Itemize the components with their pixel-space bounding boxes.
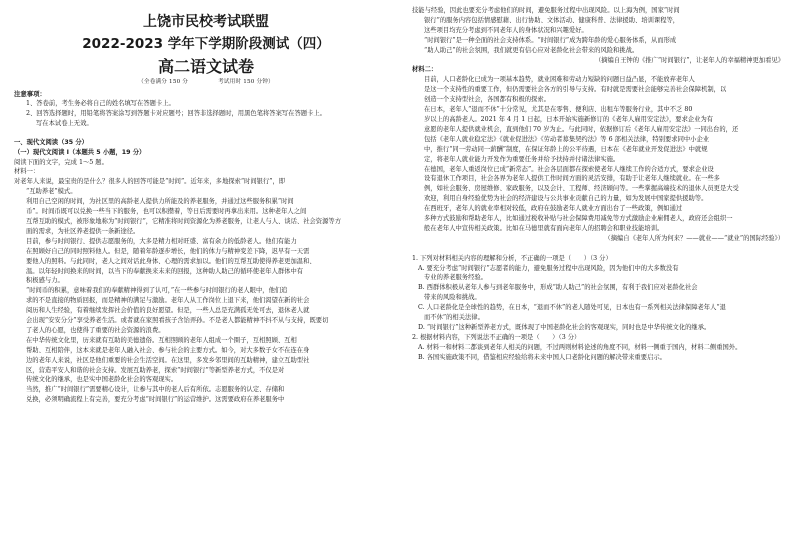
text-line: 温。以年轻时间换来的时间，以当下的奉献换来未来的回报，这种助人助己的循环使老年人群体中有: [26, 267, 304, 275]
right-column-text: [412, 6, 784, 363]
text-line: 在西班牙，老年人的就业率相对较低，政府在鼓励老年人就业方面出台了一些政策，例如通过: [424, 205, 683, 213]
exam-total-score: （全卷满分 150 分: [138, 79, 189, 85]
notice-item: 写在本试卷上无效。: [36, 119, 93, 127]
text-line: 边的老年人来说，社区是他们重要的社会生活空间。在这里，多发乡邻里间的互助精神，建立互助型社: [26, 356, 310, 364]
text-line: （摘编自《老年人所为何来？——就业——“就业”的国际经验》）: [604, 234, 784, 242]
text-line: （摘编自王钟的《推广“时间银行”，让老年人的幸福精神更加看见》: [594, 56, 784, 64]
exam-subject-title: 高二语文试卷: [157, 57, 254, 76]
left-column: [14, 6, 398, 405]
exam-header: [14, 12, 398, 87]
text-line: 求的不是直接的物质回报，而是精神的满足与激励。老年人从工作岗位上退下来，他们渴望在新的社会: [26, 297, 310, 305]
notice-item: 2、回答选择题时，用铅笔将答案涂写到答题卡对应题号；回答非选择题时，用黑色笔将答案写在答题卡上。: [26, 109, 326, 117]
text-line: 对老年人来说，最宝贵的是什么？很多人的回答可能是“时间”。近年来，多地探索“时间银行”，即: [14, 178, 286, 186]
text-line: 在中华传统文化里，历来就有互助的美德遗俗。互相照顾的老年人组成一个圈子，互相照顾、互相: [26, 336, 297, 344]
text-line: 要他人的照料。与此同时，老人之间对话此身体、心理的需求加以。他们的互帮互助使得养老更加温和、: [26, 257, 316, 265]
text-line: 岁以上的高龄老人。2021 年 4 月 1 日起，日本开始实施新修订的《老年人雇用安定法》，要求企业为有: [424, 115, 714, 123]
text-line: 互帮互助的模式，被形象地称为“时间银行”，它精准将时间资源化为养老服务，让老人与人、谈话、社会资源等方: [26, 217, 341, 225]
section-title: 一、现代文阅读（35 分）: [14, 138, 88, 146]
right-column: [412, 6, 784, 363]
text-line: 会出现“安安分分”享受养老生活。或者就在家照看孩子含饴弄孙。不是老人都能精神不抖不从与支持，既要切: [26, 317, 329, 325]
text-line: [412, 244, 784, 254]
exam-meta: [14, 78, 398, 87]
text-line: 积极感与力。: [26, 277, 64, 285]
text-line: 1. 下列对材料相关内容的理解和分析，不正确的一项是（ ）（3 分）: [412, 254, 612, 262]
text-line: 中，推行“同一劳动同一薪酬”制度，在保证年龄上的公平待遇，日本在《老年就业开发促进法》中就规: [424, 145, 708, 153]
text-line: B. 西群体积极从老年人参与到老年服务中，形成“助人助己”的社会氛围，有利于我们应对老龄化社会: [418, 284, 698, 292]
text-line: “助人助己”的社会氛围，我们就更有信心应对老龄化社会带来的风险和挑战。: [424, 46, 639, 54]
text-line: 了老人的心愿，也使得了重要的社会资源的浪费。: [26, 326, 165, 334]
text-line: 当然，推广“时间银行”需要精心设计，让参与其中的老人后有所依。志愿服务的认定、存储和: [26, 386, 285, 394]
exam-alliance-title: 上饶市民校考试联盟: [143, 14, 269, 30]
text-line: “时间银行”是一种全面的社会支持体系。“时间银行”成为跨年龄的爱心服务体系，从而形成: [424, 36, 677, 44]
text-line: 这些项目均充分考虑到不同老年人的身体状况和兴趣爱好。: [424, 26, 588, 34]
text-line: “互助养老”模式。: [26, 188, 77, 196]
text-line: 包括《老年人就业稳定法》《就业促进法》《劳动者募集契约法》等 6 部相关法律，特别要求同中小企业: [424, 135, 710, 143]
material-one-text: [14, 177, 398, 405]
material-label: 材料一：: [14, 168, 40, 176]
text-line: C. 人口老龄化是全球性的趋势，在日本，“退而不休”的老人随处可见，日本也有一系列相关法律保障老年人“退: [418, 304, 726, 312]
exam-term-title: 2022-2023 学年下学期阶段测试（四）: [82, 36, 330, 52]
text-line: 创造一个支持型社会，各国都有积极的探索。: [424, 96, 550, 104]
text-line: 在照顾好自己的同时照料他人。但是，随着年龄逐步增长，他们的体力与精神变差下降，迟早有一天需: [26, 247, 310, 255]
subsection-title: （一）现代文阅读 I（本题共 5 小题，19 分）: [14, 148, 146, 156]
text-line: 技能与经验，因此也要充分考虑他们的时间，避免服务过程中出现风险。以上海为例，国家“时间: [412, 7, 680, 14]
text-line: “时间币的积累，意味着我们的奉献精神得到了认可，”在一些参与时间银行的老人眼中，他们追: [26, 287, 288, 295]
text-line: 利用自己空闲的时间，为社区里的高龄老人提供力所能及的养老服务，并通过这些服务积累“时间: [26, 198, 294, 206]
text-line: 欢迎，利用自身经验优势为社会的经济建设与公共事业贡献自己的力量，如为发展中国家提供援助等。: [424, 195, 708, 203]
text-line: 区，营造平安人和谐的社会支持。发展互助养老，探索“时间银行”等新型养老方式，不仅是对: [26, 366, 285, 374]
text-line: 例，如社会服务、房屋维修、家政服务，以及会计、工程师、经济顾问等。一些掌握高端技术的退休人员更是大受: [424, 185, 739, 193]
text-line: 在日本，老年人“退而不休”十分常见，尤其是在零售、便利店、出租车等服务行业，其中不乏 80: [424, 106, 693, 114]
text-line: 是这一个支持性的重要工作，但仍需要社会各方的引导与支持。有时就是需要社会能够完善社会保障机制，以: [424, 86, 727, 94]
text-line: 而不休”的相关法律。: [424, 314, 484, 322]
text-line: 材料二：: [412, 66, 438, 74]
text-line: 阅历和人生经验，有着继续发挥社会价值的良好愿望。但是，一些人总是充满孤无处可去，退休老人就: [26, 307, 310, 315]
reading-instruction: 阅读下面的文字，完成 1～5 题。: [14, 158, 108, 166]
text-line: 定，将老年人就业能力开发作为重要任务并给予扶持并付诸法律实施。: [424, 155, 620, 163]
text-line: 专业的养老服务经验。: [424, 274, 487, 282]
exam-time: 考试用时 150 分钟）: [218, 79, 274, 85]
text-line: 帮助、互相陪伴，这本来就是老年人融入社会、参与社会的主要方式。如今，对大多数子女不在连在身: [26, 346, 310, 354]
text-line: D. “时间银行”这种新型养老方式，既体现了中国老龄化社会的客观现实，同时也是中华传统文化的继承。: [418, 324, 711, 331]
text-line: 2. 根据材料内容，下列说法不正确的一项是（ ）（3 分）: [412, 333, 581, 341]
text-line: 传统文化的继承，也是实中国老龄化社会的客观现实。: [26, 376, 178, 384]
text-line: 币”。时间币既可以兑换一些当下的服务，也可以积攒着，等日后需要时再拿出来用。这种老年人之间: [26, 208, 307, 216]
text-line: 设有退休工作项目，社会各界为老年人提供工作时间方面的灵活安排，有助于让老年人继续就业。在一些多: [424, 175, 720, 183]
text-line: A. 材料一和材料二都谈到老年人相关的问题，不过两则材料论述的角度不同，材料一侧重于国内，材料二侧重国外。: [418, 343, 742, 351]
text-line: 意愿的老年人提供就业机会，直到他们 70 岁为止。与此同时，依据修订后《老年人雇用安定法》一同出台的，还: [424, 125, 739, 133]
text-line: 多种方式鼓励和帮助老年人，比如通过税收补贴与社会保障费用减免等方式激励企业雇佣老人，政府还会组织一: [424, 215, 733, 223]
text-line: 银行”的服务内容包括情感慰藉、出行协助、文体活动、健康科普、法律援助、培训课程等，: [424, 16, 680, 24]
text-line: A. 要充分考虑“时间银行”志愿者的能力，避免服务过程中出现风险，因为他们中的大多数没有: [418, 264, 679, 272]
text-line: B. 各国实施政策不同，借鉴相应经验给将未来中国人口老龄化问题的解决带来重要启示。: [418, 353, 666, 361]
text-line: 带来的风险和挑战。: [424, 294, 481, 302]
text-line: 目前，人口老龄化已成为一项基本趋势，就业困难和劳动力短缺的问题日益凸显，不能放弃老年人: [424, 76, 695, 84]
text-line: 在德国，老年人重返岗位已成“新常态”。社会各层面都在探索使老年人继续工作的合适方式，要求企业设: [424, 165, 714, 173]
text-line: 兑换，必须明确流程上有完善，要充分考虑“时间银行”的运营维护。这需要政府在养老服务中: [26, 396, 285, 404]
text-line: 般在老年人中宣传相关政策。比如在马德里就有面向老年人的招聘会和职业技能培训。: [424, 224, 664, 232]
text-line: 面的需求，为社区养老提供一条新途径。: [26, 227, 140, 235]
text-line: 目前，参与时间银行、提供志愿服务的，大多是精力相对旺盛、富有余力的低龄老人。他们有能力: [26, 237, 297, 245]
notice-item: 1、答卷前，考生务必将自己的姓名填写在答题卡上。: [26, 100, 175, 107]
notice-title: 注意事项：: [14, 90, 46, 98]
